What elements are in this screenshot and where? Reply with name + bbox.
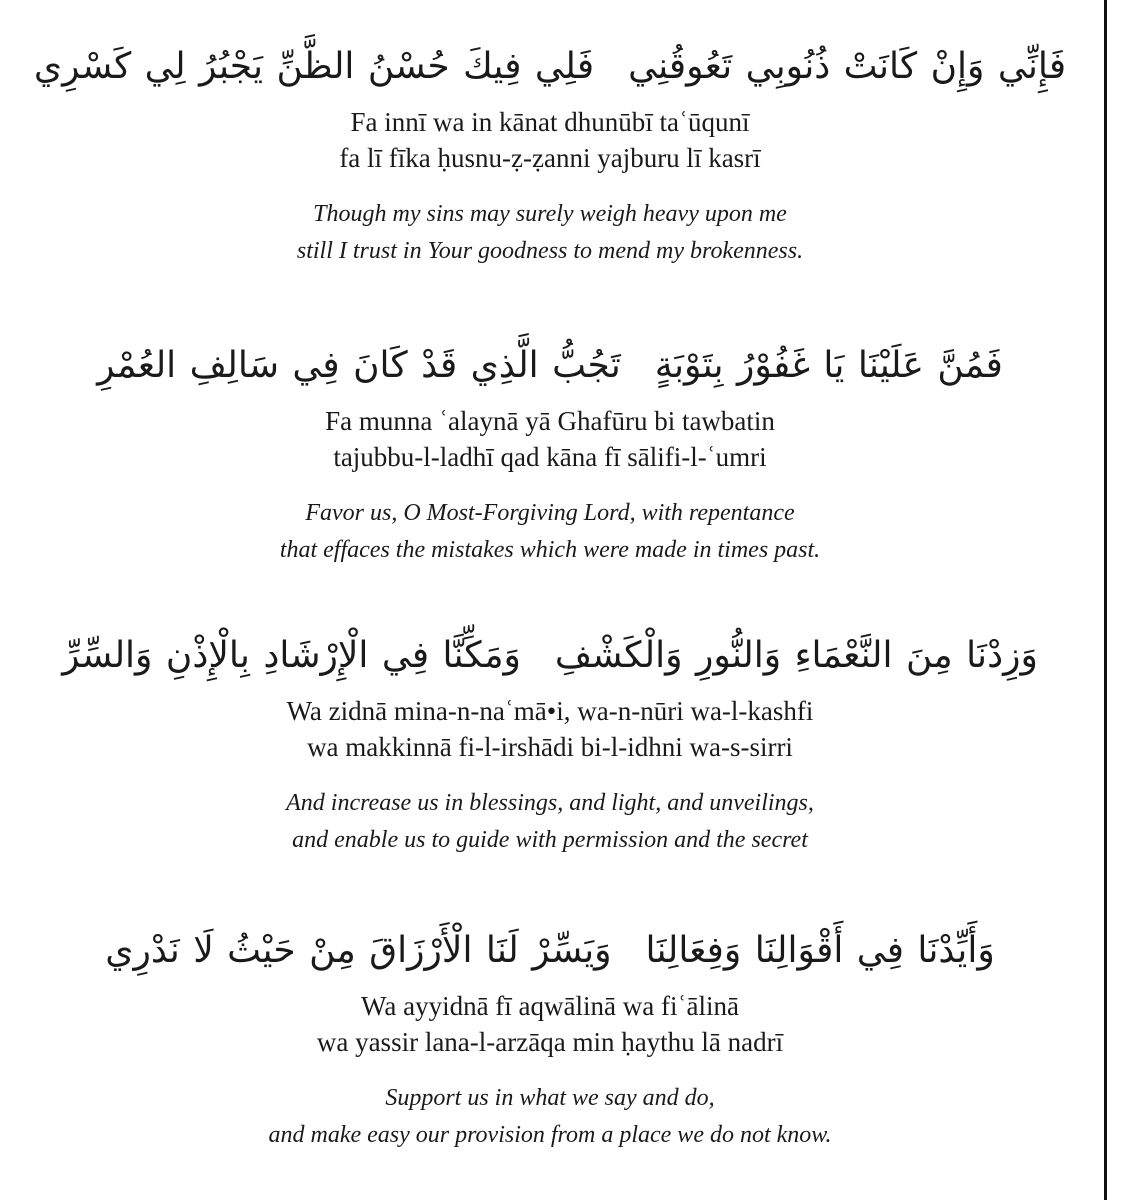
verse-3-translation-line-2: and enable us to guide with permission and the secret bbox=[292, 827, 808, 853]
verse-1-transliteration-line-2: fa lī fīka ḥusnu-ẓ-ẓanni yajburu lī kasrī bbox=[339, 143, 761, 173]
verse-2-transliteration-line-1: Fa munna ʿalaynā yā Ghafūru bi tawbatin bbox=[325, 406, 775, 436]
verse-4-translation-line-2: and make easy our provision from a place we do not know. bbox=[268, 1122, 832, 1148]
verse-4-translation-line-1: Support us in what we say and do, bbox=[385, 1085, 715, 1111]
verse-2-arabic-hemistich-1: فَمُنَّ عَلَيْنَا يَا غَفُوْرُ بِتَوْبَةٍ bbox=[654, 345, 1003, 386]
verse-3-translation bbox=[0, 785, 1100, 859]
verse-2 bbox=[0, 337, 1100, 569]
verse-3-transliteration bbox=[0, 693, 1100, 765]
verse-2-arabic bbox=[0, 337, 1100, 395]
verse-2-translation-line-2: that effaces the mistakes which were made in times past. bbox=[279, 537, 821, 563]
verse-1-transliteration bbox=[0, 104, 1100, 176]
verse-4-arabic-hemistich-1: وَأَيِّدْنَا فِي أَقْوَالِنَا وَفِعَالِنَا bbox=[645, 930, 995, 971]
verse-1 bbox=[0, 38, 1100, 270]
verse-3-arabic bbox=[0, 627, 1100, 685]
verse-3-transliteration-line-1: Wa zidnā mina-n-naʿmā•i, wa-n-nūri wa-l-kashfi bbox=[286, 696, 814, 726]
page-edge-rule bbox=[1104, 0, 1107, 1200]
verse-3-arabic-hemistich-2: وَمَكِّنَّا فِي الْإِرْشَادِ بِالْإِذْنِ وَالسِّرِّ bbox=[62, 635, 521, 676]
verse-4-transliteration bbox=[0, 988, 1100, 1060]
verse-1-arabic-hemistich-2: فَلِي فِيكَ حُسْنُ الظَّنِّ يَجْبُرُ لِي كَسْرِي bbox=[33, 46, 595, 87]
verse-1-arabic-hemistich-1: فَإِنِّي وَإِنْ كَانَتْ ذُنُوبِي تَعُوقُنِي bbox=[628, 46, 1067, 87]
verse-4-arabic bbox=[0, 922, 1100, 980]
verse-1-translation bbox=[0, 196, 1100, 270]
verse-3-arabic-hemistich-1: وَزِدْنَا مِنَ النَّعْمَاءِ وَالنُّورِ وَالْكَشْفِ bbox=[554, 635, 1038, 676]
verse-2-translation-line-1: Favor us, O Most-Forgiving Lord, with repentance bbox=[305, 500, 795, 526]
verse-1-translation-line-2: still I trust in Your goodness to mend my brokenness. bbox=[296, 238, 804, 264]
verse-2-arabic-hemistich-2: تَجُبُّ الَّذِي قَدْ كَانَ فِي سَالِفِ العُمْرِ bbox=[97, 345, 621, 386]
verse-4-transliteration-line-1: Wa ayyidnā fī aqwālinā wa fiʿālinā bbox=[361, 991, 739, 1021]
verse-4 bbox=[0, 922, 1100, 1154]
verse-3-transliteration-line-2: wa makkinnā fi-l-irshādi bi-l-idhni wa-s-sirri bbox=[307, 732, 793, 762]
verse-3-translation-line-1: And increase us in blessings, and light, and unveilings, bbox=[286, 790, 814, 816]
verse-1-arabic bbox=[0, 38, 1100, 96]
verse-4-translation bbox=[0, 1080, 1100, 1154]
verse-4-arabic-hemistich-2: وَيَسِّرْ لَنَا الْأَرْزَاقَ مِنْ حَيْثُ لَا نَدْرِي bbox=[105, 930, 612, 971]
verse-2-transliteration bbox=[0, 403, 1100, 475]
verse-2-transliteration-line-2: tajubbu-l-ladhī qad kāna fī sālifi-l-ʿumri bbox=[333, 442, 767, 472]
verse-1-translation-line-1: Though my sins may surely weigh heavy upon me bbox=[313, 201, 787, 227]
verse-1-transliteration-line-1: Fa innī wa in kānat dhunūbī taʿūqunī bbox=[350, 107, 750, 137]
verse-3 bbox=[0, 627, 1100, 859]
verse-2-translation bbox=[0, 495, 1100, 569]
verse-4-transliteration-line-2: wa yassir lana-l-arzāqa min ḥaythu lā nadrī bbox=[316, 1027, 784, 1057]
